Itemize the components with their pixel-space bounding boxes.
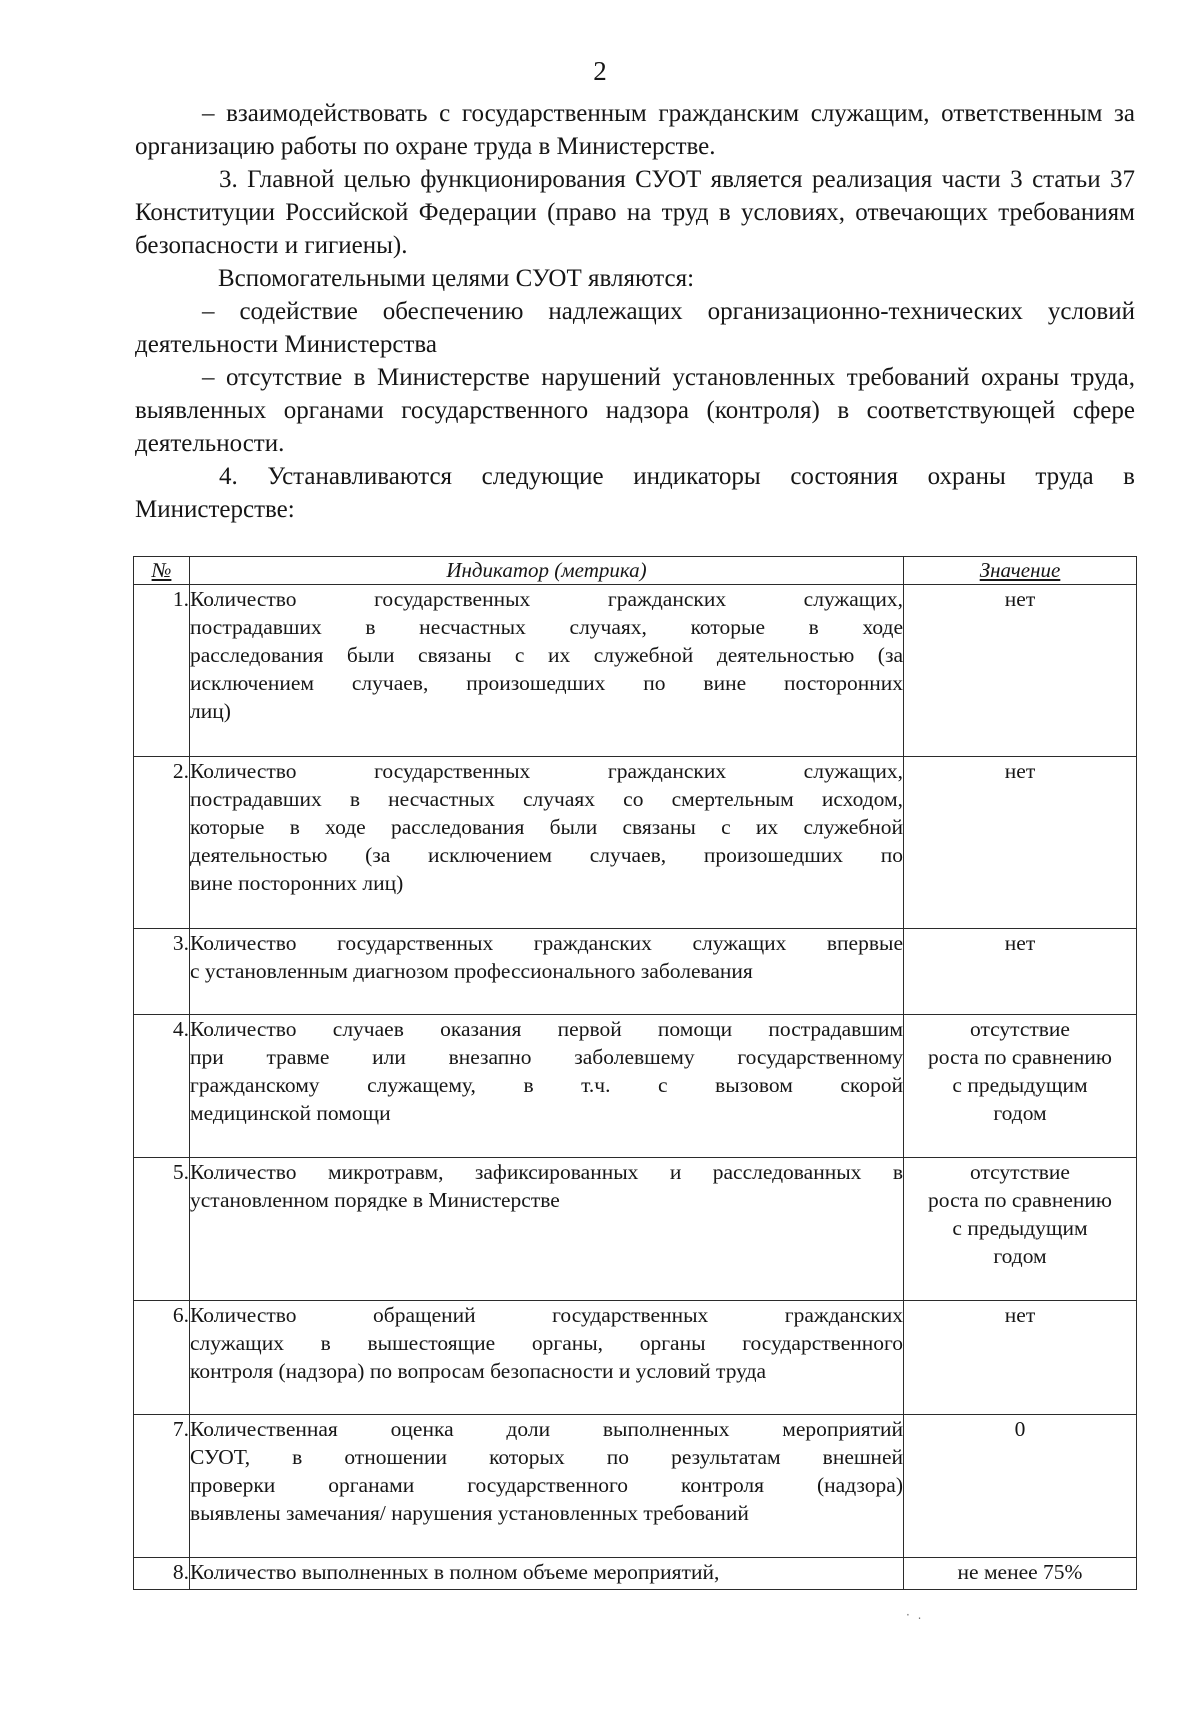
paragraph-text: Вспомогательными целями СУОТ являются: [218,265,695,292]
indicator-line: при травме или внезапно заболевшему государственному [190,1045,903,1069]
indicator-line: Количество обращений государственных гражданских [190,1303,903,1327]
indicator-line: пострадавших в несчастных случаях, которые в ходе [190,615,903,639]
paragraph-aux-goals-heading [135,262,1135,295]
table-row [134,1015,1137,1158]
indicator-line: лиц) [190,699,231,723]
value-cell [904,757,1137,929]
indicator-line: которые в ходе расследования были связаны с их служебной [190,815,903,839]
indicator-cell [190,1301,904,1415]
indicator-line: Количество случаев оказания первой помощи пострадавшим [190,1017,903,1041]
table-header-row [134,557,1137,585]
row-number: 3. [134,929,190,1015]
value-line: нет [1004,1303,1036,1327]
indicator-cell [190,929,904,1015]
value-cell [904,1015,1137,1158]
indicator-line: вине посторонних лиц) [190,871,404,895]
value-cell [904,1415,1137,1558]
header-indicator [190,557,904,585]
indicator-line: медицинской помощи [190,1101,391,1125]
header-num-text: № [151,558,172,582]
page-number: 2 [593,56,607,86]
paragraph-indicators-intro [135,460,1135,526]
indicator-cell [190,1415,904,1558]
indicator-line: СУОТ, в отношении которых по результатам внешней [190,1445,903,1469]
indicator-cell [190,757,904,929]
scan-speck: · . [906,1608,924,1622]
value-line: с предыдущим [952,1073,1088,1097]
indicator-line: Количество выполненных в полном объеме мероприятий, [190,1560,720,1584]
table-row [134,929,1137,1015]
header-indicator-text: Индикатор (метрика) [446,558,647,582]
value-cell [904,1158,1137,1301]
value-line: с предыдущим [952,1216,1088,1240]
value-line: роста по сравнению [928,1045,1112,1069]
paragraph-text: 4. Устанавливаются следующие индикаторы состояния охраны труда в Министерстве: [135,463,1135,523]
indicator-line: Количество государственных гражданских служащих, [190,587,903,611]
row-number: 8. [134,1558,190,1590]
indicator-line: пострадавших в несчастных случаях со смертельным исходом, [190,787,903,811]
value-line: нет [1004,931,1036,955]
indicator-line: контроля (надзора) по вопросам безопасности и условий труда [190,1359,767,1383]
value-cell [904,1558,1137,1590]
paragraph-text: – содействие обеспечению надлежащих организационно-технических условий деятельности Министерства [135,298,1135,358]
value-cell [904,929,1137,1015]
table-row [134,1158,1137,1301]
value-line: отсутствие [970,1017,1070,1041]
table-row [134,1558,1137,1590]
table-row [134,1301,1137,1415]
value-cell [904,1301,1137,1415]
value-line: отсутствие [970,1160,1070,1184]
indicator-line: расследования были связаны с их служебной деятельностью (за [190,643,903,667]
indicators-table [133,556,1137,1590]
indicator-line: деятельностью (за исключением случаев, произошедших по [190,843,903,867]
paragraph-aux-goal-1 [135,295,1135,361]
indicator-cell [190,1558,904,1590]
paragraph-text: – отсутствие в Министерстве нарушений установленных требований охраны труда, выявленных органами государственного надзора (контроля) в соответствующей сфере деятельности. [135,364,1135,457]
indicator-line: Количество микротравм, зафиксированных и расследованных в [190,1160,903,1184]
header-num [134,557,190,585]
indicator-line: служащих в вышестоящие органы, органы государственного [190,1331,903,1355]
value-line: нет [1004,587,1036,611]
paragraph-text: 3. Главной целью функционирования СУОТ является реализация части 3 статьи 37 Конституции Российской Федерации (право на труд в условиях, отвечающих требованиям безопасности и гигиены). [135,166,1135,259]
indicator-cell [190,1158,904,1301]
indicator-line: исключением случаев, произошедших по вине посторонних [190,671,903,695]
indicator-line: установленном порядке в Министерстве [190,1188,560,1212]
header-value [904,557,1137,585]
row-number: 2. [134,757,190,929]
paragraph-aux-goal-2 [135,361,1135,460]
table-row [134,585,1137,757]
row-number: 1. [134,585,190,757]
header-value-text: Значение [979,558,1061,582]
value-line: годом [993,1244,1047,1268]
indicator-line: Количественная оценка доли выполненных мероприятий [190,1417,903,1441]
paragraph-main-goal [135,163,1135,262]
table-row [134,1415,1137,1558]
value-cell [904,585,1137,757]
indicator-cell [190,1015,904,1158]
paragraph-interaction [135,97,1135,163]
row-number: 6. [134,1301,190,1415]
value-line: нет [1004,759,1036,783]
row-number: 7. [134,1415,190,1558]
paragraph-text: – взаимодействовать с государственным гражданским служащим, ответственным за организацию работы по охране труда в Министерстве. [135,100,1135,160]
indicator-line: с установленным диагнозом профессионального заболевания [190,959,753,983]
indicator-line: гражданскому служащему, в т.ч. с вызовом скорой [190,1073,903,1097]
value-line: не менее 75% [957,1560,1083,1584]
row-number: 4. [134,1015,190,1158]
indicator-line: Количество государственных гражданских служащих, [190,759,903,783]
indicator-line: проверки органами государственного контроля (надзора) [190,1473,903,1497]
value-line: годом [993,1101,1047,1125]
indicator-line: выявлены замечания/ нарушения установленных требований [190,1501,749,1525]
value-line: 0 [1014,1417,1026,1441]
row-number: 5. [134,1158,190,1301]
indicator-line: Количество государственных гражданских служащих впервые [190,931,903,955]
value-line: роста по сравнению [928,1188,1112,1212]
table-row [134,757,1137,929]
indicator-cell [190,585,904,757]
